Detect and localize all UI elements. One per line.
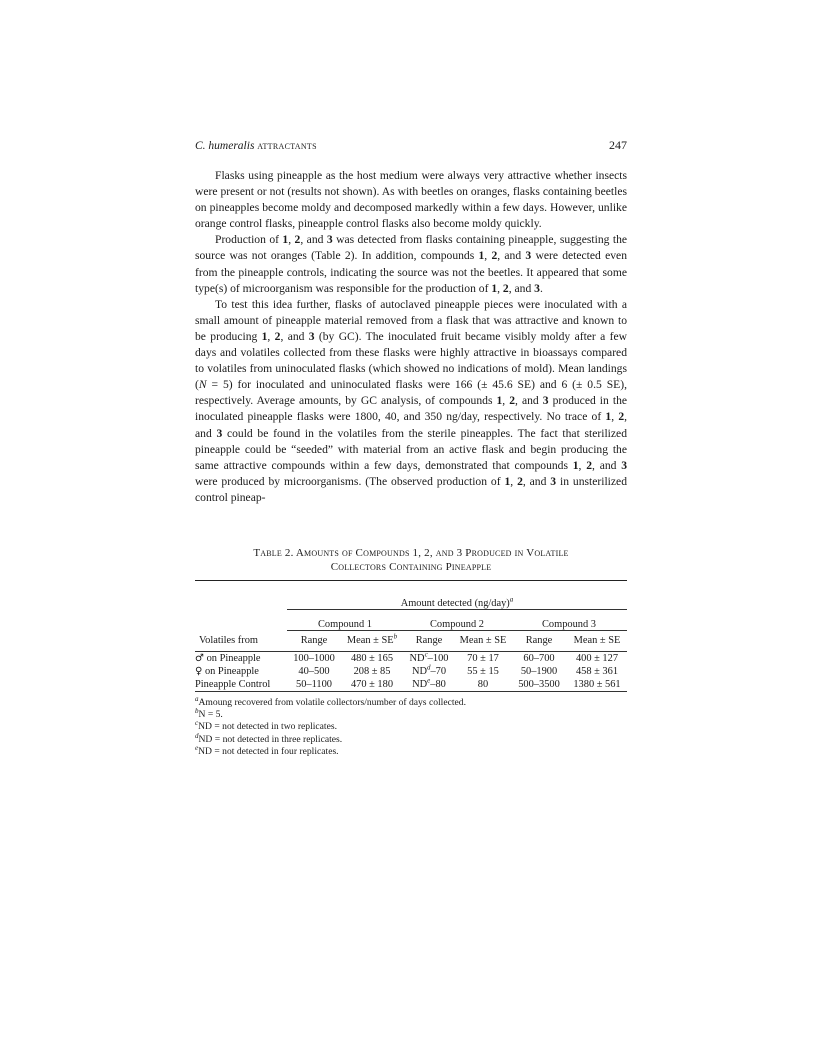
cell: 80 (455, 678, 511, 692)
table-caption-line-2: Collectors Containing Pineapple (330, 560, 492, 573)
mean-se-header: Mean ± $SE^b$ (341, 630, 403, 651)
cell: 60–700 (523, 652, 555, 664)
female-symbol-icon: ♀ (195, 665, 203, 677)
paragraph: Flasks using pineapple as the host medium were always very attractive whether insects were present or not (results not shown). As with beetles on oranges, flasks containing beetles on pineapples become moldy and decomposed markedly within a few days. However, unlike orange control flasks, pineapple control flasks also become moldy quickly. (195, 169, 627, 231)
amount-detected-header: Amount detected $(ng/day)^a$ (400, 595, 514, 609)
cell: 1380 ± 561 (567, 678, 627, 692)
row-label: ♀ on Pineapple (195, 665, 259, 677)
paragraph: Production of 1, 2, and 3 was detected from flasks containing pineapple, suggesting the source was not oranges (Table 2). In addition, compounds 1, 2, and 3 were detected even from the pineapple controls, indicating the source was not the beetles. It appeared that some type(s) of microorganism was responsible for the production of 1, 2, and 3. (195, 233, 628, 295)
table-row (195, 651, 627, 665)
cell: 500–3500 (511, 678, 567, 692)
cell: 470 ± 180 (341, 678, 403, 692)
paragraph: To test this idea further, flasks of autoclaved pineapple pieces were inoculated with a small amount of pineapple material removed from a flask that was attractive and known to be producing 1, 2, and 3 (by GC). The inoculated fruit became visibly moldy after a few days and volatiles collected from these flasks were highly attractive in bioassays compared to volatiles from uninoculated flasks (which showed no indications of mold). Mean landings (N = 5) for inoculated and uninoculated flasks were 166 (± 45.6 SE) and 6 (± 0.5 SE), respectively. Average amounts, by GC analysis, of compounds 1, 2, and 3 produced in the inoculated pineapple flasks were 1800, 40, and 350 ng/day, respectively. No trace of 1, 2, and 3 could be found in the volatiles from the sterile pineapples. The fact that sterilized pineapple could be “seeded” with material from an active flask and begin producing the same attractive compounds within a few days, demonstrated that compounds 1, 2, and 3 were produced by microorganisms. (The observed production of 1, 2, and 3 in unsterilized control pineap- (195, 297, 628, 504)
range-header: Range (403, 630, 455, 651)
table-footnotes (195, 694, 627, 758)
table-row (195, 678, 627, 692)
cell: 458 ± 361 (575, 665, 619, 677)
male-symbol-icon: ♂ (195, 652, 204, 664)
table-row (195, 665, 627, 678)
table-caption-label: Table 2. (253, 546, 294, 559)
compound-2-header: Compound 2 (403, 609, 511, 630)
cell: 70 ± 17 (467, 652, 499, 664)
cell: 480 ± 165 (350, 652, 394, 664)
cell: 400 ± 127 (575, 652, 619, 664)
range-header: Range (287, 630, 341, 651)
cell: 50–1100 (287, 678, 341, 692)
compound-3-header: Compound 3 (511, 609, 627, 630)
footnote: $^a$Amoung recovered from volatile collectors/number of days collected. (195, 694, 466, 708)
cell: $ND^d-70$ (411, 663, 447, 677)
data-table (195, 580, 627, 692)
row-label: Pineapple Control (195, 678, 287, 692)
cell: 100–1000 (293, 652, 335, 664)
running-title-section: attractants (257, 140, 317, 152)
cell: $ND^e-80$ (403, 678, 455, 692)
page-number: 247 (609, 138, 627, 152)
cell: 40–500 (298, 665, 330, 677)
body-text (195, 168, 627, 506)
volatiles-from-header: Volatiles from (195, 630, 287, 651)
footnote: $^e$ND = not detected in four replicates. (195, 743, 339, 757)
cell: $ND^c-100$ (409, 650, 449, 664)
table-caption (195, 546, 627, 574)
running-title-species: C. humeralis (195, 140, 255, 152)
cell: 208 ± 85 (353, 665, 391, 677)
table-caption-text: Amounts of Compounds 1, 2, and 3 Produced in Volatile (295, 546, 569, 559)
mean-se-header: Mean ± SE (455, 630, 511, 651)
running-title (195, 140, 317, 152)
compound-1-header: Compound 1 (287, 609, 403, 630)
cell: 55 ± 15 (467, 665, 499, 677)
running-header (195, 138, 627, 156)
mean-se-header: Mean ± SE (567, 630, 627, 651)
journal-page (195, 138, 627, 758)
footnote: $^d$ND = not detected in three replicates. (195, 731, 343, 745)
footnote: $^c$ND = not detected in two replicates. (195, 719, 337, 733)
cell: 50–1900 (520, 665, 558, 677)
row-label: ♂ on Pineapple (195, 652, 261, 664)
footnote: $^b$N = 5. (195, 706, 223, 721)
table-caption-line-1 (195, 546, 627, 560)
range-header: Range (511, 630, 567, 651)
